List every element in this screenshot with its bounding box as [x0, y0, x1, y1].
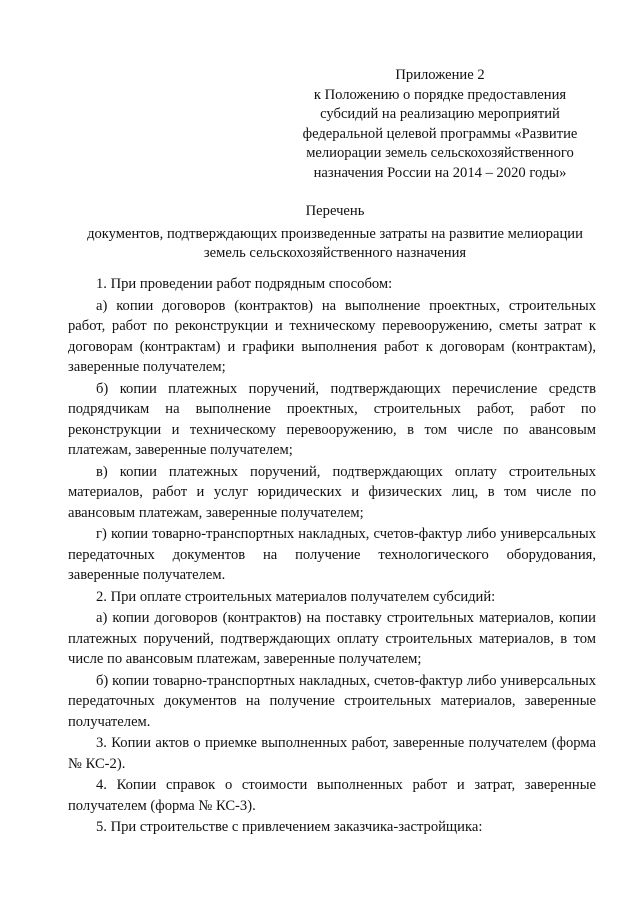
document-subtitle-line: земель сельскохозяйственного назначения [203, 245, 467, 261]
paragraph: 4. Копии справок о стоимости выполненных работ и затрат, заверенные получателем (форма № КС-3). [68, 777, 596, 814]
paragraph: в) копии платежных поручений, подтверждающих оплату строительных материалов, работ и услуг юридических и физических лиц, в том числе по авансовым платежам, заверенные получателем; [68, 463, 596, 521]
appendix-header [290, 66, 590, 183]
paragraph: а) копии договоров (контрактов) на поставку строительных материалов, копии платежных поручений, подтверждающих оплату строительных материалов, в том числе по авансовым платежам, заверенные получателем; [68, 610, 596, 667]
appendix-line: к Положению о порядке предоставления [313, 86, 567, 103]
appendix-line: субсидий на реализацию мероприятий [320, 106, 560, 122]
paragraph: б) копии товарно-транспортных накладных, счетов-фактур либо универсальных передаточных документов на получение строительных материалов, заверенные получателем. [68, 672, 596, 730]
appendix-line: назначения России на 2014 – 2020 годы» [313, 164, 567, 181]
appendix-line: мелиорации земель сельскохозяйственного [306, 145, 574, 161]
document-title: Перечень [305, 203, 365, 219]
document-heading [40, 202, 630, 264]
paragraph: 1. При проведении работ подрядным способом: [96, 276, 393, 292]
paragraph: б) копии платежных поручений, подтверждающих перечисление средств подрядчикам на выполнение проектных, строительных работ, работ по реконструкции и техническому перевооружению, в том числе по авансовым платежам, заверенные получателем; [68, 380, 596, 458]
appendix-line: федеральной целевой программы «Развитие [302, 125, 578, 142]
paragraph: а) копии договоров (контрактов) на выполнение проектных, строительных работ, работ по реконструкции и техническому перевооружению, сметы затрат к договорам (контрактам) и графики выполнения работ к договорам (контрактам), заверенные получателем; [68, 297, 596, 375]
paragraph: 3. Копии актов о приемке выполненных работ, заверенные получателем (форма № КС-2). [68, 735, 596, 772]
paragraph: г) копии товарно-транспортных накладных, счетов-фактур либо универсальных передаточных документов на получение технологического оборудования, заверенные получателем. [68, 526, 596, 583]
paragraph: 2. При оплате строительных материалов получателем субсидий: [96, 588, 496, 605]
paragraph: 5. При строительстве с привлечением заказчика-застройщика: [96, 819, 483, 835]
document-subtitle-line: документов, подтверждающих произведенные затраты на развитие мелиорации [87, 225, 583, 242]
appendix-line: Приложение 2 [395, 67, 485, 83]
document-body [68, 274, 596, 839]
